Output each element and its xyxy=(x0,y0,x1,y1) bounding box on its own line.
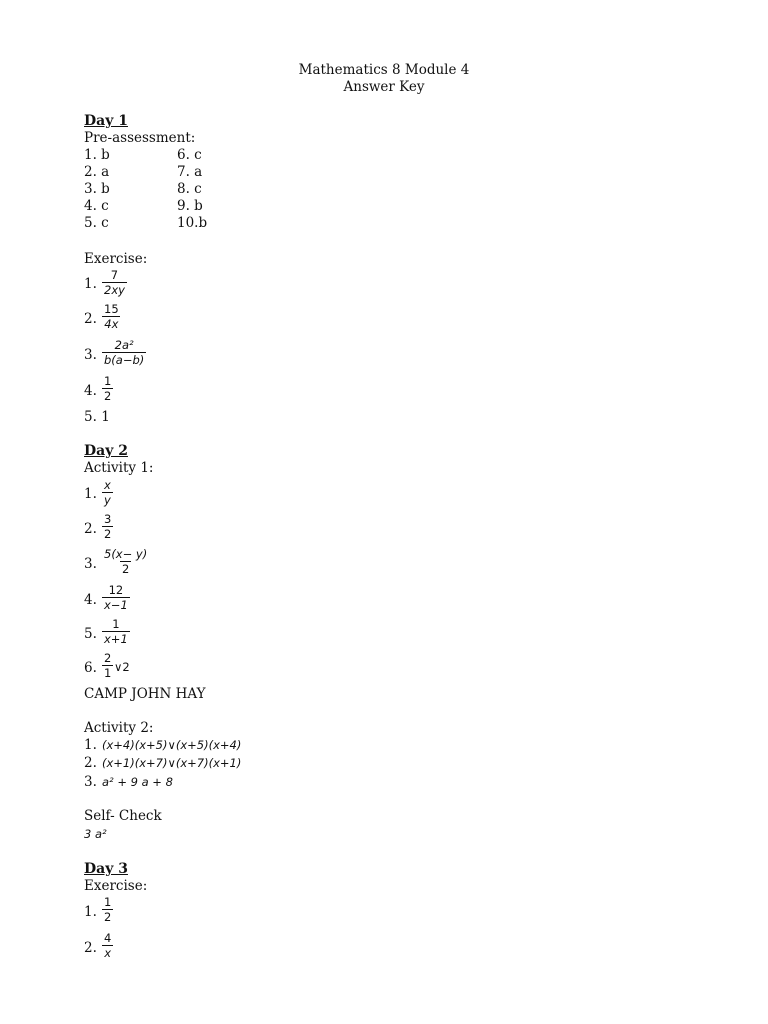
exercise-number: 4. xyxy=(84,383,97,399)
document-subtitle: Answer Key xyxy=(343,79,425,95)
preassessment-answer: 10.b xyxy=(177,215,208,231)
exercise-number: 1. xyxy=(84,904,97,920)
fraction xyxy=(102,547,149,576)
numerator: x xyxy=(104,478,111,492)
activity-number: 1. xyxy=(84,486,97,502)
preassessment-label: Pre-assessment: xyxy=(84,130,196,146)
fraction xyxy=(102,617,130,646)
numerator: 2 xyxy=(104,651,112,665)
denominator: 2xy xyxy=(104,283,125,297)
fraction xyxy=(102,338,146,367)
exercise-label: Exercise: xyxy=(84,251,148,267)
preassessment-answer: 4. c xyxy=(84,198,109,214)
fraction xyxy=(102,268,127,297)
denominator: 2 xyxy=(104,910,112,924)
denominator: 2 xyxy=(121,562,130,576)
denominator: 2 xyxy=(104,389,112,403)
day2-heading: Day 2 xyxy=(84,443,128,459)
day3-heading: Day 3 xyxy=(84,861,128,877)
preassessment-answer: 1. b xyxy=(84,147,110,163)
expression: a² + 9 a + 8 xyxy=(102,775,173,789)
fraction xyxy=(102,651,113,680)
fraction xyxy=(102,302,121,331)
selfcheck-answer: 3 a² xyxy=(84,827,107,841)
numerator: 15 xyxy=(104,302,119,316)
fraction xyxy=(102,512,113,541)
fraction-suffix: ∨2 xyxy=(114,660,130,674)
numerator: 1 xyxy=(112,617,120,631)
activity-number: 3. xyxy=(84,556,97,572)
activity2-label: Activity 2: xyxy=(84,720,154,736)
selfcheck-label: Self- Check xyxy=(84,808,162,824)
numerator: 12 xyxy=(108,583,124,597)
exercise-number: 5. xyxy=(84,409,97,425)
activity-number: 3. xyxy=(84,774,97,790)
activity-number: 4. xyxy=(84,592,97,608)
fraction xyxy=(102,931,113,960)
preassessment-answer: 5. c xyxy=(84,215,109,231)
exercise-number: 2. xyxy=(84,940,97,956)
activity-number: 2. xyxy=(84,755,97,771)
activity-number: 2. xyxy=(84,521,97,537)
preassessment-answer: 9. b xyxy=(177,198,203,214)
exercise-number: 1. xyxy=(84,276,97,292)
numerator: 5(x− y) xyxy=(104,547,148,561)
denominator: x xyxy=(104,946,112,960)
document-title: Mathematics 8 Module 4 xyxy=(298,62,470,78)
fraction xyxy=(102,374,113,403)
exercise-answer: 1 xyxy=(101,409,110,425)
numerator: 3 xyxy=(104,512,112,526)
denominator: 1 xyxy=(104,666,112,680)
preassessment-answer: 7. a xyxy=(177,164,203,180)
fraction xyxy=(102,583,130,612)
fraction xyxy=(102,895,113,924)
fraction xyxy=(102,478,113,507)
expression: (x+1)(x+7)∨(x+7)(x+1) xyxy=(102,756,242,770)
numerator: 4 xyxy=(104,931,112,945)
denominator: y xyxy=(104,493,111,507)
denominator: 2 xyxy=(104,527,112,541)
activity-number: 5. xyxy=(84,626,97,642)
expression: (x+4)(x+5)∨(x+5)(x+4) xyxy=(102,738,242,752)
denominator: x−1 xyxy=(104,598,128,612)
preassessment-answer: 3. b xyxy=(84,181,110,197)
exercise-number: 3. xyxy=(84,347,97,363)
numerator: 1 xyxy=(104,895,112,909)
denominator: b(a−b) xyxy=(104,353,145,367)
exercise-number: 2. xyxy=(84,311,97,327)
denominator: 4x xyxy=(104,317,119,331)
numerator: 2a² xyxy=(114,338,134,352)
activity-number: 6. xyxy=(84,660,97,676)
preassessment-answer: 6. c xyxy=(177,147,202,163)
preassessment-answer: 2. a xyxy=(84,164,110,180)
day1-heading: Day 1 xyxy=(84,113,128,129)
activity1-label: Activity 1: xyxy=(84,460,154,476)
exercise-label: Exercise: xyxy=(84,878,148,894)
numerator: 1 xyxy=(104,374,112,388)
activity-number: 1. xyxy=(84,737,97,753)
denominator: x+1 xyxy=(104,632,128,646)
numerator: 7 xyxy=(110,268,119,282)
preassessment-answer: 8. c xyxy=(177,181,202,197)
exercise-item xyxy=(84,409,110,426)
camp-answer: CAMP JOHN HAY xyxy=(84,686,206,702)
